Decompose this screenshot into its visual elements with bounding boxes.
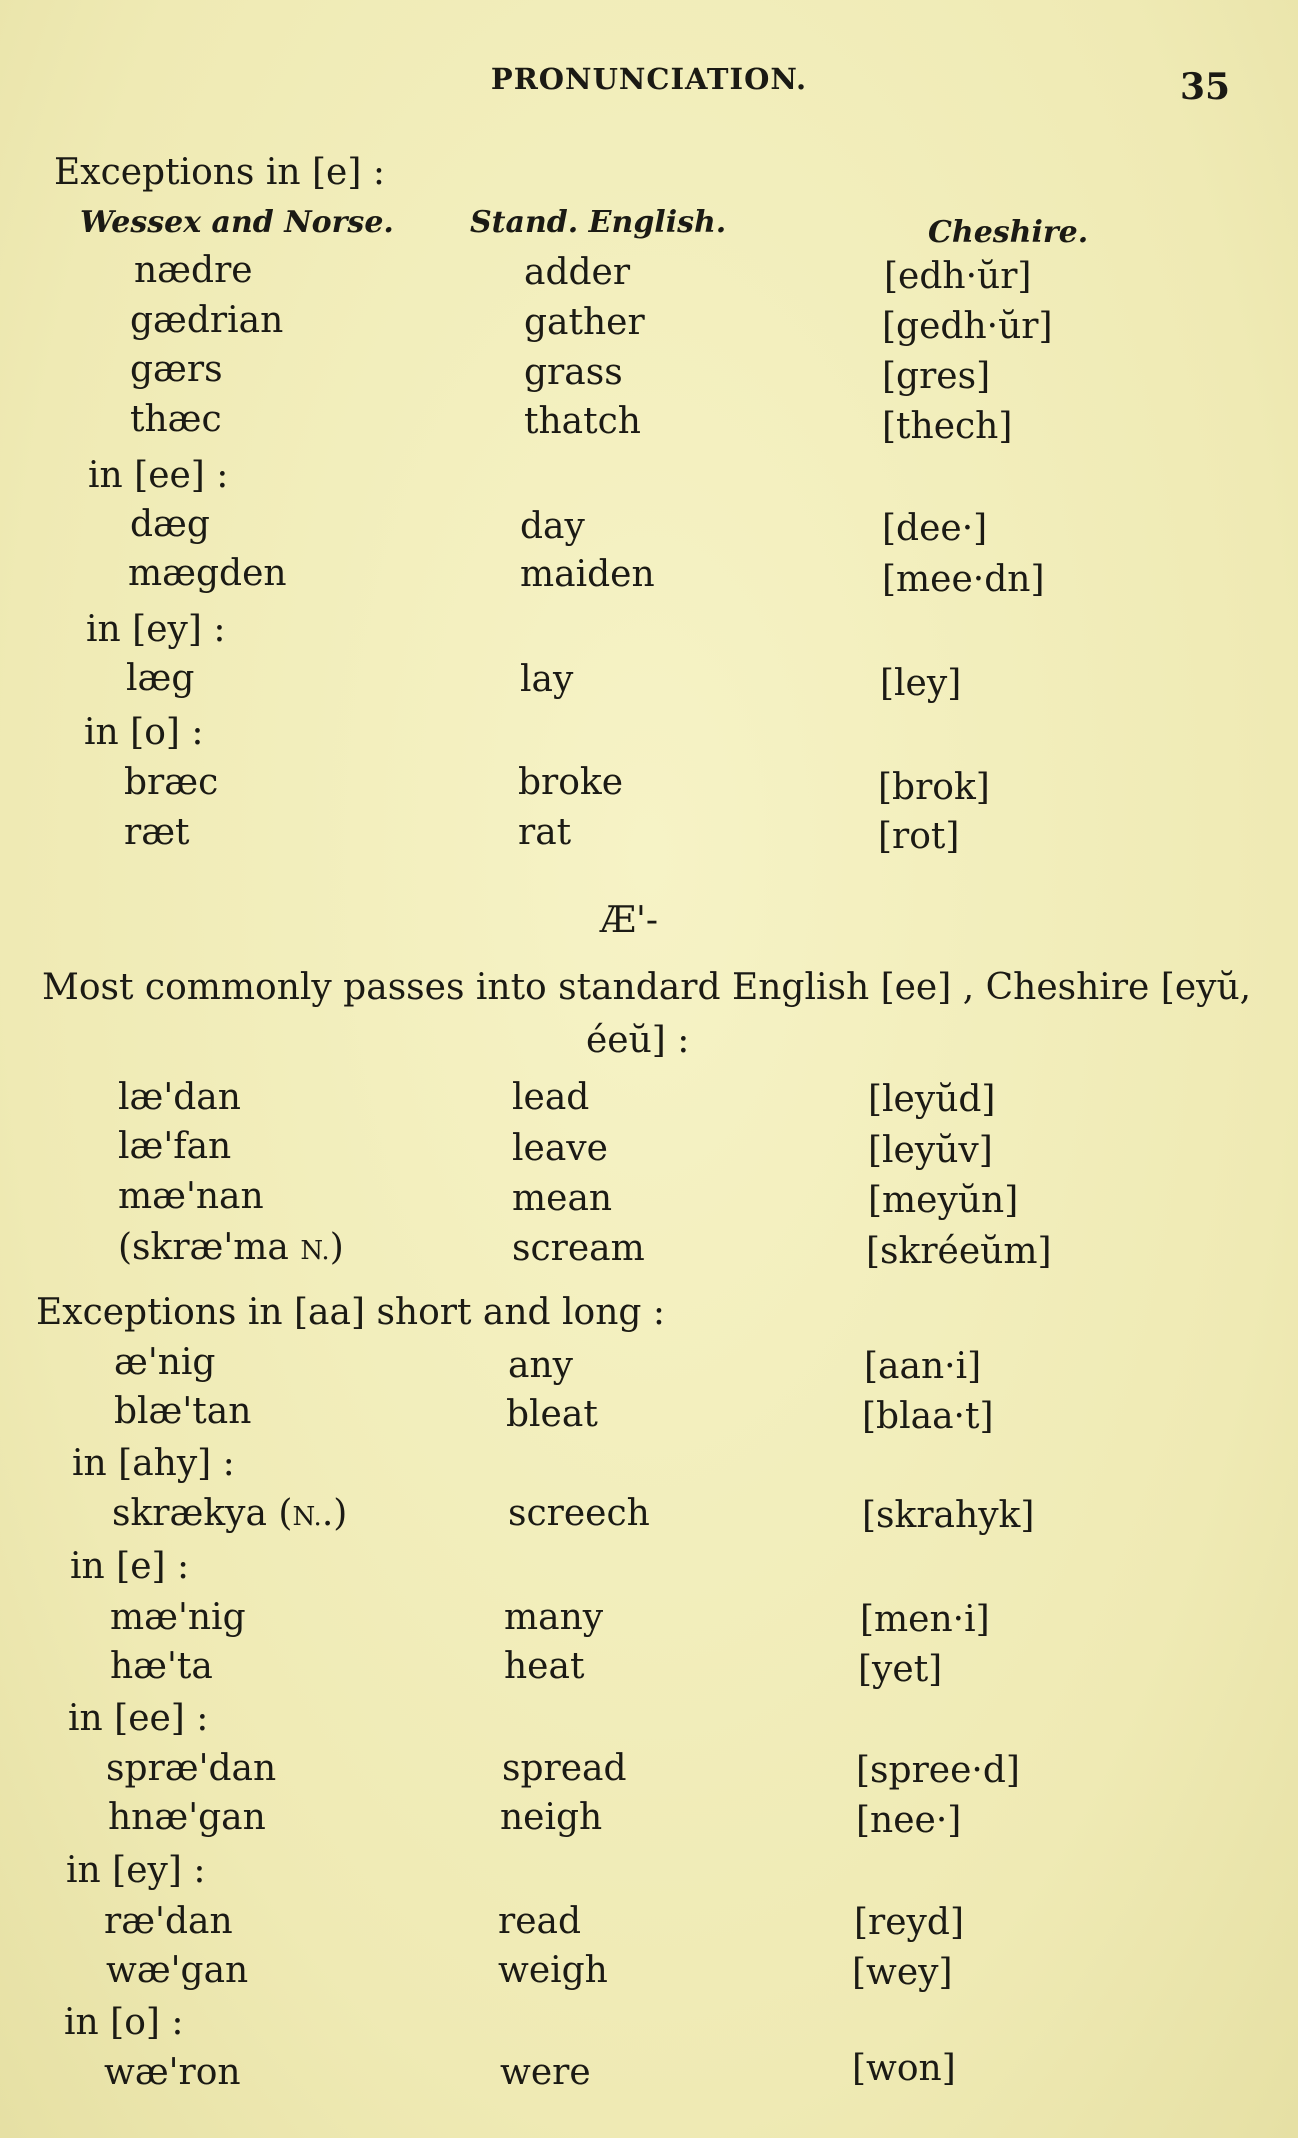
table-cell: hnæ'gan bbox=[108, 1797, 266, 1838]
table-cell: heat bbox=[504, 1646, 585, 1687]
table-cell: blæ'tan bbox=[114, 1391, 252, 1432]
table-cell: bræc bbox=[124, 762, 219, 803]
table-cell: lead bbox=[512, 1077, 590, 1118]
table-cell: read bbox=[498, 1901, 582, 1942]
subheading-ahy: in [ahy] : bbox=[72, 1443, 235, 1484]
table-cell: many bbox=[504, 1597, 604, 1638]
noun-abbrev: N. bbox=[292, 1502, 322, 1532]
table-cell: læg bbox=[126, 658, 195, 699]
table-cell: [gres] bbox=[882, 356, 991, 397]
table-cell: mæ'nan bbox=[118, 1176, 264, 1217]
ae-form: skrækya ( bbox=[112, 1493, 293, 1534]
table-cell: æ'nig bbox=[114, 1342, 216, 1383]
table-cell: [spree·d] bbox=[856, 1750, 1020, 1791]
table-cell: spread bbox=[502, 1748, 627, 1789]
close-paren: .) bbox=[321, 1493, 348, 1534]
column-head-standard: Stand. English. bbox=[470, 205, 727, 240]
table-cell: nædre bbox=[134, 250, 253, 291]
table-cell: [rot] bbox=[878, 816, 960, 857]
table-cell: weigh bbox=[498, 1950, 608, 1991]
table-cell: gædrian bbox=[130, 300, 284, 341]
table-cell: [ley] bbox=[880, 663, 962, 704]
table-cell: mæ'nig bbox=[110, 1597, 246, 1638]
column-head-cheshire: Cheshire. bbox=[928, 215, 1089, 250]
table-cell: thæc bbox=[130, 399, 222, 440]
table-cell: [dee·] bbox=[882, 508, 988, 549]
table-cell: [skrahyk] bbox=[862, 1495, 1035, 1536]
table-cell: [mee·dn] bbox=[882, 559, 1045, 600]
noun-abbrev: N. bbox=[300, 1236, 330, 1266]
table-cell: broke bbox=[518, 762, 624, 803]
table-cell: maiden bbox=[520, 554, 655, 595]
table-cell: adder bbox=[524, 252, 631, 293]
subheading-ey-2: in [ey] : bbox=[66, 1850, 206, 1891]
table-cell: [thech] bbox=[882, 406, 1013, 447]
table-cell: [leyŭd] bbox=[868, 1079, 996, 1120]
table-cell: [edh·ŭr] bbox=[884, 256, 1032, 297]
table-cell: [won] bbox=[852, 2048, 956, 2089]
table-cell: gærs bbox=[130, 349, 223, 390]
subheading-ey: in [ey] : bbox=[86, 609, 226, 650]
table-cell: any bbox=[508, 1345, 573, 1386]
table-cell: grass bbox=[524, 352, 623, 393]
table-cell: gather bbox=[524, 302, 645, 343]
table-cell: day bbox=[520, 506, 585, 547]
table-cell: screech bbox=[508, 1493, 650, 1534]
ae-form: (skræ'ma bbox=[118, 1227, 301, 1268]
table-cell: [brok] bbox=[878, 767, 990, 808]
table-cell: [yet] bbox=[858, 1649, 943, 1690]
table-cell: bleat bbox=[506, 1394, 598, 1435]
table-cell: [aan·i] bbox=[864, 1346, 982, 1387]
subheading-o: in [o] : bbox=[84, 712, 204, 753]
table-cell bbox=[118, 1227, 344, 1268]
column-head-wessex: Wessex and Norse. bbox=[80, 205, 394, 240]
close-paren: ) bbox=[329, 1227, 344, 1268]
table-cell: dæg bbox=[130, 504, 210, 545]
paragraph-line: éeŭ] : bbox=[586, 1020, 690, 1061]
table-cell: spræ'dan bbox=[106, 1748, 277, 1789]
running-title: PRONUNCIATION. bbox=[490, 62, 808, 96]
table-cell: [skréeŭm] bbox=[866, 1231, 1052, 1272]
table-cell: ræ'dan bbox=[104, 1901, 233, 1942]
table-cell: [blaa·t] bbox=[862, 1396, 994, 1437]
table-cell: [wey] bbox=[852, 1952, 953, 1993]
subheading-o-2: in [o] : bbox=[64, 2002, 184, 2043]
table-cell: [nee·] bbox=[856, 1800, 962, 1841]
table-cell: were bbox=[500, 2052, 591, 2093]
table-cell: læ'fan bbox=[118, 1126, 232, 1167]
section-title-ae-long: Æ'- bbox=[600, 900, 659, 941]
table-cell: [reyd] bbox=[854, 1902, 964, 1943]
page-number: 35 bbox=[1180, 66, 1231, 108]
table-cell: rat bbox=[518, 812, 572, 853]
table-cell: hæ'ta bbox=[110, 1646, 213, 1687]
table-cell: [leyŭv] bbox=[868, 1130, 993, 1171]
table-cell: ræt bbox=[124, 812, 190, 853]
table-cell: [gedh·ŭr] bbox=[882, 306, 1053, 347]
table-cell: mægden bbox=[128, 553, 287, 594]
table-cell: wæ'gan bbox=[106, 1950, 249, 1991]
table-cell: læ'dan bbox=[118, 1077, 241, 1118]
subheading-ee: in [ee] : bbox=[88, 455, 229, 496]
subheading-ee-2: in [ee] : bbox=[68, 1698, 209, 1739]
table-cell: thatch bbox=[524, 401, 641, 442]
table-cell: [meyŭn] bbox=[868, 1180, 1019, 1221]
table-cell: leave bbox=[512, 1128, 608, 1169]
table-cell: scream bbox=[512, 1228, 645, 1269]
table-cell: [men·i] bbox=[860, 1599, 990, 1640]
section-heading-e: Exceptions in [e] : bbox=[54, 152, 385, 193]
section-heading-aa: Exceptions in [aa] short and long : bbox=[36, 1292, 666, 1333]
subheading-e: in [e] : bbox=[70, 1546, 190, 1587]
table-cell: mean bbox=[512, 1178, 613, 1219]
table-cell: wæ'ron bbox=[104, 2052, 241, 2093]
table-cell: lay bbox=[520, 659, 574, 700]
paragraph-line: Most commonly passes into standard English [ee] , Cheshire [eyŭ, bbox=[42, 967, 1252, 1008]
table-cell: neigh bbox=[500, 1797, 603, 1838]
table-cell bbox=[112, 1493, 348, 1534]
